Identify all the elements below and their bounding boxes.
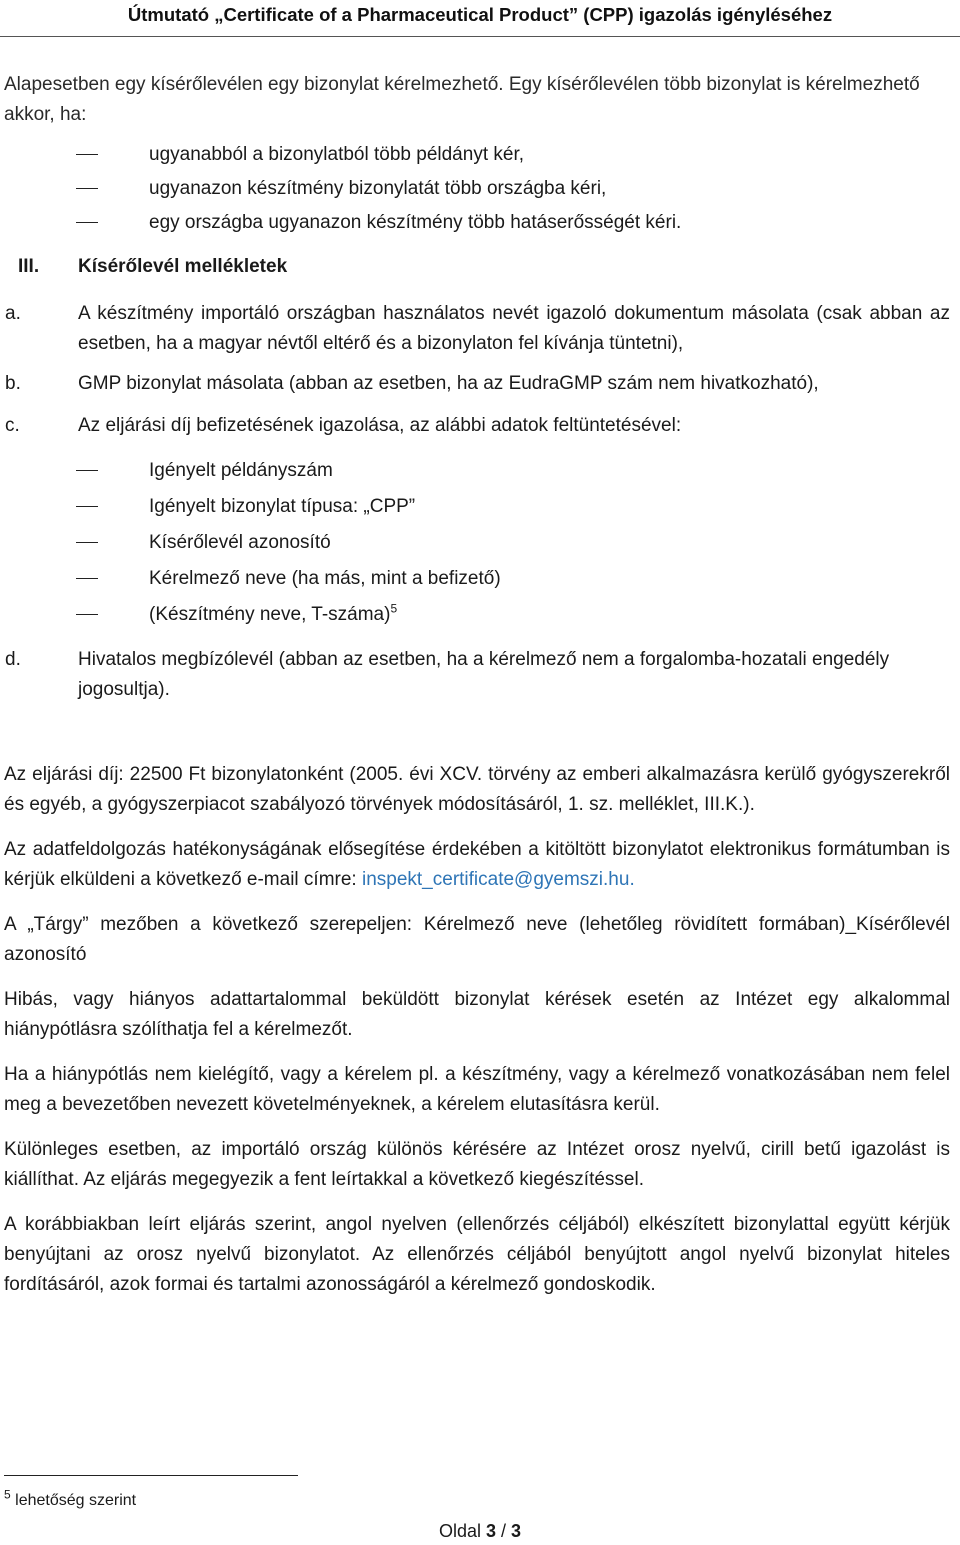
footnote-reference: 5 — [390, 601, 398, 616]
list-item: (Készítmény neve, T-száma)$^5$ — [4, 597, 950, 633]
header-title: Útmutató „Certificate of a Pharmaceutical Product” (CPP) igazolás igényléséhez — [127, 4, 833, 25]
list-item: Igényelt példányszám — [4, 453, 950, 489]
list-item: Igényelt bizonylat típusa: „CPP” — [4, 489, 950, 525]
list-item-b: b. GMP bizonylat másolata (abban az esetben, ha az EudraGMP szám nem hivatkozható), — [5, 373, 819, 394]
translation-paragraph: A korábbiakban leírt eljárás szerint, angol nyelven (ellenőrzés céljából) elkészített bizonylattal együtt kérjük benyújtani az orosz nyelvű bizonylatot. Az ellenőrzés céljából benyújtott angol nyelvű bizonylat hiteles fordításáról, azok formai és tartalmi azonosságáról a kérelmező gondoskodik. — [4, 1214, 950, 1295]
email-paragraph: Az adatfeldolgozás hatékonyságának elősegítése érdekében a kitöltött bizonylatot elektronikus formátumban is kérjük elküldeni a következő e-mail címre: inspekt_certificate@gyemszi.hu. — [4, 839, 950, 890]
page-header — [0, 0, 960, 37]
page-number: Oldal 3 / 3 — [438, 1521, 522, 1541]
intro-paragraph: Alapesetben egy kísérőlevélen egy bizonylat kérelmezhető. Egy kísérőlevélen több bizonylat is kérelmezhető akkor, ha: — [4, 74, 920, 125]
fee-paragraph: Az eljárási díj: 22500 Ft bizonylatonként (2005. évi XCV. törvény az emberi alkalmazásra kerülő gyógyszerekről és egyéb, a gyógyszerpiacot szabályozó törvények módosításáról, 1. sz. melléklet, III.K.). — [4, 764, 950, 815]
dash-bullet-icon — [76, 614, 98, 615]
list-item: Kísérőlevél azonosító — [4, 525, 950, 561]
incomplete-paragraph: Hibás, vagy hiányos adattartalommal beküldött bizonylat kérések esetén az Intézet egy alkalommal hiánypótlásra szólíthatja fel a kérelmezőt. — [4, 989, 950, 1040]
list-item-d: d. Hivatalos megbízólevél (abban az esetben, ha a kérelmező nem a forgalomba-hozatali engedély jogosultja). — [5, 649, 890, 700]
list-item-c: c. Az eljárási díj befizetésének igazolása, az alábbi adatok feltüntetésével: — [5, 415, 682, 436]
list-item: ugyanazon készítmény bizonylatát több országba kéri, — [4, 172, 950, 206]
section-heading — [4, 252, 950, 282]
fee-details-list — [4, 453, 950, 633]
dash-bullet-icon — [76, 578, 98, 579]
section-title: Kísérőlevél mellékletek — [78, 256, 288, 277]
footnote — [4, 1487, 137, 1512]
rejection-paragraph: Ha a hiánypótlás nem kielégítő, vagy a kérelem pl. a készítmény, vagy a kérelmező vonatkozásában nem felel meg a bevezetőben nevezett követelményeknek, a kérelem elutasításra kerül. — [4, 1064, 950, 1115]
dash-bullet-icon — [76, 188, 98, 189]
document-body — [4, 70, 950, 1300]
russian-paragraph: Különleges esetben, az importáló ország különös kérésére az Intézet orosz nyelvű, cirill betű igazolást is kiállíthat. Az eljárás megegyezik a fent leírtakkal a következő kiegészítéssel. — [4, 1139, 950, 1190]
dash-bullet-icon — [76, 542, 98, 543]
intro-list — [4, 138, 950, 240]
dash-bullet-icon — [76, 506, 98, 507]
list-item: Kérelmező neve (ha más, mint a befizető) — [4, 561, 950, 597]
email-link[interactable]: inspekt_certificate@gyemszi.hu. — [361, 869, 635, 890]
subject-paragraph: A „Tárgy” mezőben a következő szerepeljen: Kérelmező neve (lehetőleg rövidített formában)_Kísérőlevél azonosító — [4, 914, 950, 965]
list-item-a: a. A készítmény importáló országban használatos nevét igazoló dokumentum másolata (csak abban az esetben, ha a magyar névtől eltérő és a bizonylaton fel kívánja tüntetni), — [5, 303, 950, 354]
footnote-number: 5 — [4, 1487, 11, 1502]
footnote-text: lehetőség szerint — [15, 1492, 137, 1509]
list-item: egy országba ugyanazon készítmény több hatáserősségét kéri. — [4, 206, 950, 240]
footnote-divider — [4, 1475, 298, 1476]
section-number: III. — [18, 256, 40, 277]
list-item: ugyanabból a bizonylatból több példányt kér, — [4, 138, 950, 172]
dash-bullet-icon — [76, 154, 98, 155]
dash-bullet-icon — [76, 470, 98, 471]
dash-bullet-icon — [76, 222, 98, 223]
